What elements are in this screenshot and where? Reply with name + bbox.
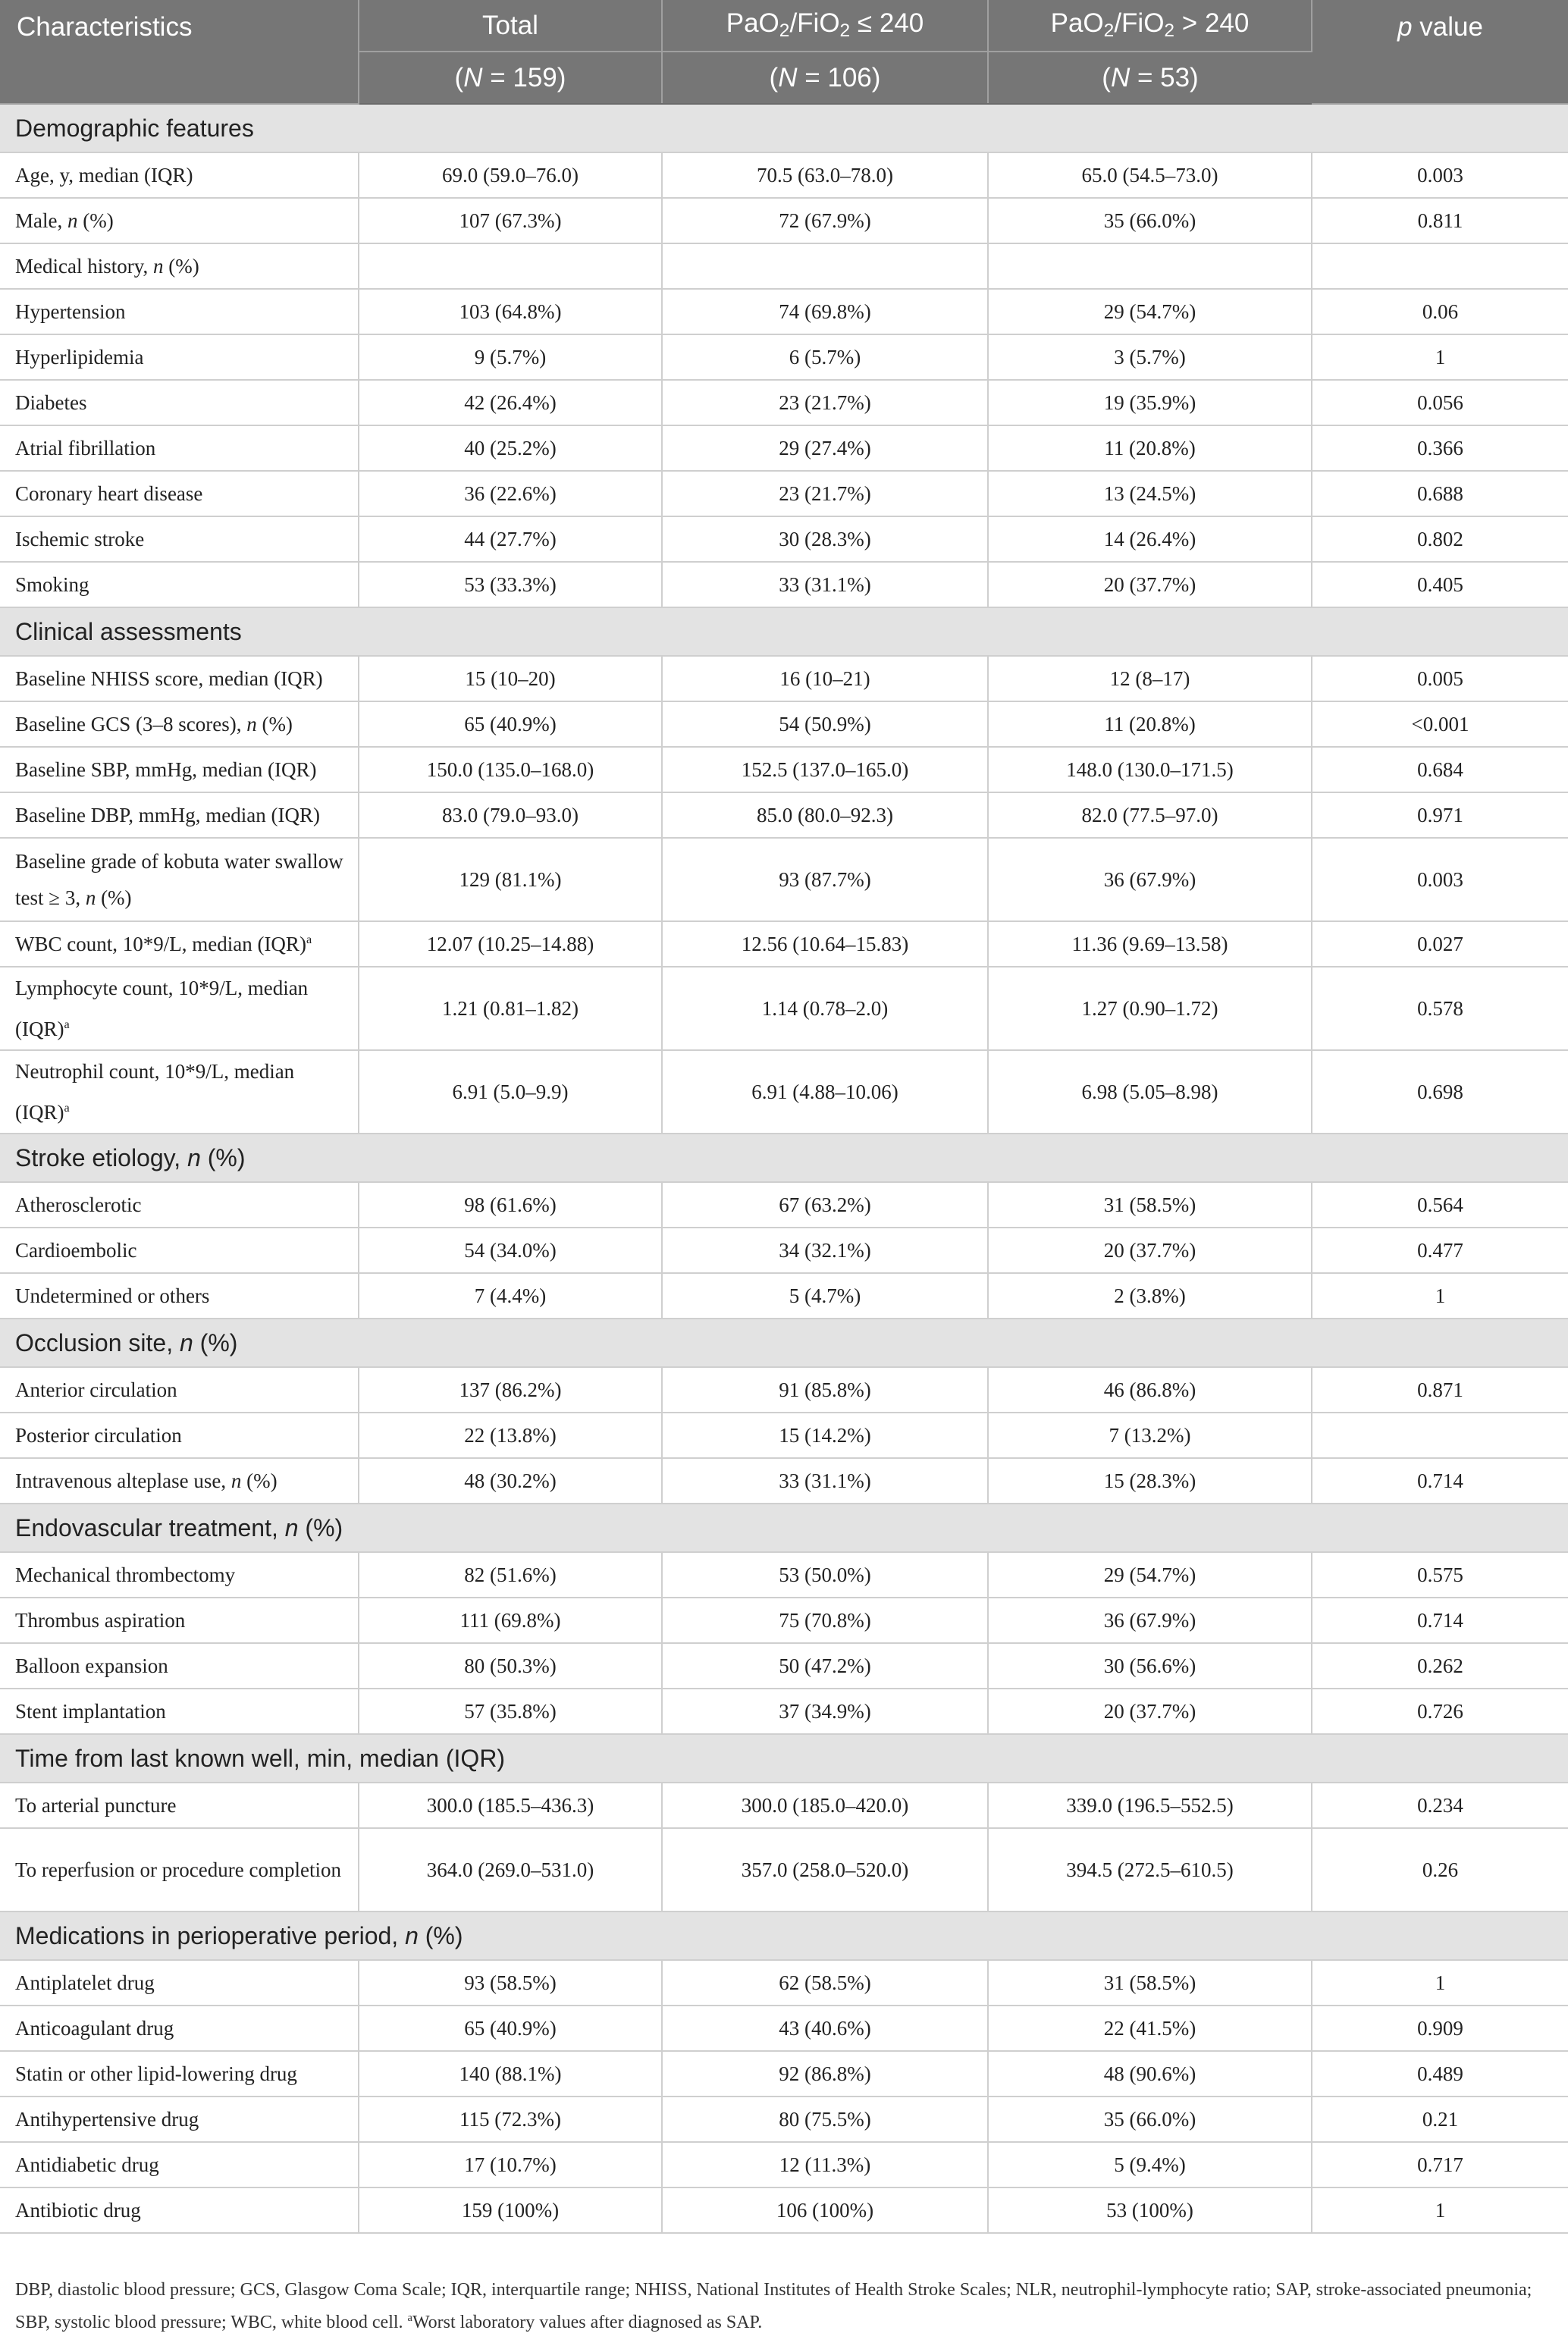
cell-group-high: 14 (26.4%) — [988, 516, 1312, 562]
cell-p-value: 0.802 — [1312, 516, 1568, 562]
cell-total: 83.0 (79.0–93.0) — [359, 792, 662, 838]
cell-total: 364.0 (269.0–531.0) — [359, 1828, 662, 1912]
cell-total: 115 (72.3%) — [359, 2097, 662, 2142]
cell-group-low: 30 (28.3%) — [662, 516, 988, 562]
cell-p-value: 0.21 — [1312, 2097, 1568, 2142]
cell-p-value: 0.405 — [1312, 562, 1568, 607]
section-title: Occlusion site, n (%) — [0, 1319, 1568, 1367]
cell-group-low: 91 (85.8%) — [662, 1367, 988, 1413]
cell-group-high: 31 (58.5%) — [988, 1960, 1312, 2006]
cell-group-low: 54 (50.9%) — [662, 701, 988, 747]
row-label: Thrombus aspiration — [0, 1598, 359, 1643]
row-label: Mechanical thrombectomy — [0, 1552, 359, 1598]
cell-total: 65 (40.9%) — [359, 701, 662, 747]
cell-group-high: 36 (67.9%) — [988, 838, 1312, 921]
table-row — [0, 1367, 1568, 1413]
cell-group-high: 48 (90.6%) — [988, 2051, 1312, 2097]
row-label: WBC count, 10*9/L, median (IQR)$^a$ — [0, 921, 359, 967]
section-header-row — [0, 607, 1568, 656]
section-title: Endovascular treatment, n (%) — [0, 1504, 1568, 1552]
section-header-row — [0, 1319, 1568, 1367]
cell-total: 44 (27.7%) — [359, 516, 662, 562]
cell-p-value — [1312, 243, 1568, 289]
cell-total: 36 (22.6%) — [359, 471, 662, 516]
row-label: Neutrophil count, 10*9/L, median (IQR)$^a$ — [0, 1050, 359, 1134]
row-label: Hypertension — [0, 289, 359, 334]
table-header — [0, 0, 1568, 104]
cell-group-high: 35 (66.0%) — [988, 2097, 1312, 2142]
cell-total: 17 (10.7%) — [359, 2142, 662, 2187]
cell-p-value: 1 — [1312, 334, 1568, 380]
row-label: Age, y, median (IQR) — [0, 152, 359, 198]
cell-total: 111 (69.8%) — [359, 1598, 662, 1643]
table-row — [0, 243, 1568, 289]
row-label: Baseline SBP, mmHg, median (IQR) — [0, 747, 359, 792]
cell-group-low: 12 (11.3%) — [662, 2142, 988, 2187]
cell-group-high: 6.98 (5.05–8.98) — [988, 1050, 1312, 1134]
cell-group-low: 75 (70.8%) — [662, 1598, 988, 1643]
cell-group-low: 23 (21.7%) — [662, 380, 988, 425]
section-title: Clinical assessments — [0, 607, 1568, 656]
row-label: Cardioembolic — [0, 1228, 359, 1273]
cell-total: 93 (58.5%) — [359, 1960, 662, 2006]
cell-p-value: 1 — [1312, 1960, 1568, 2006]
cell-group-low: 15 (14.2%) — [662, 1413, 988, 1458]
cell-group-low: 12.56 (10.64–15.83) — [662, 921, 988, 967]
row-label: Coronary heart disease — [0, 471, 359, 516]
cell-group-high: 20 (37.7%) — [988, 1228, 1312, 1273]
table-row — [0, 1458, 1568, 1504]
row-label: Smoking — [0, 562, 359, 607]
cell-group-high: 339.0 (196.5–552.5) — [988, 1783, 1312, 1828]
cell-group-low: 357.0 (258.0–520.0) — [662, 1828, 988, 1912]
section-header-row — [0, 104, 1568, 152]
header-row-1 — [0, 0, 1568, 52]
row-label: Statin or other lipid-lowering drug — [0, 2051, 359, 2097]
row-label: Baseline grade of kobuta water swallow test ≥ 3, n (%) — [0, 838, 359, 921]
section-title: Stroke etiology, n (%) — [0, 1134, 1568, 1182]
cell-group-low: 6 (5.7%) — [662, 334, 988, 380]
table-row — [0, 838, 1568, 921]
table-row — [0, 516, 1568, 562]
cell-group-low: 70.5 (63.0–78.0) — [662, 152, 988, 198]
cell-p-value: 0.688 — [1312, 471, 1568, 516]
cell-group-high: 394.5 (272.5–610.5) — [988, 1828, 1312, 1912]
cell-p-value: 0.811 — [1312, 198, 1568, 243]
header-group-high: PaO$_2$/FiO$_2$ > 240 — [988, 0, 1312, 52]
cell-group-low: 50 (47.2%) — [662, 1643, 988, 1689]
cell-group-low: 92 (86.8%) — [662, 2051, 988, 2097]
cell-p-value: 0.262 — [1312, 1643, 1568, 1689]
cell-p-value: 0.714 — [1312, 1458, 1568, 1504]
cell-total: 159 (100%) — [359, 2187, 662, 2233]
row-label: To arterial puncture — [0, 1783, 359, 1828]
cell-group-high: 22 (41.5%) — [988, 2006, 1312, 2051]
cell-total: 65 (40.9%) — [359, 2006, 662, 2051]
cell-total: 57 (35.8%) — [359, 1689, 662, 1734]
cell-group-high: 11 (20.8%) — [988, 701, 1312, 747]
cell-p-value: 0.909 — [1312, 2006, 1568, 2051]
row-label: Atrial fibrillation — [0, 425, 359, 471]
table-body — [0, 104, 1568, 2233]
table-footnote: DBP, diastolic blood pressure; GCS, Glasgow Coma Scale; IQR, interquartile range; NHISS, National Institutes of Health Stroke Scales; NLR, neutrophil-lymphocyte ratio; SAP, stroke-associated pneumonia; SBP, systolic blood pressure; WBC, white blood cell. $^a$Worst laboratory values after diagnosed as SAP. — [15, 2280, 1532, 2332]
table-row — [0, 1960, 1568, 2006]
cell-group-low: 16 (10–21) — [662, 656, 988, 701]
row-label: To reperfusion or procedure completion — [0, 1828, 359, 1912]
cell-group-high: 53 (100%) — [988, 2187, 1312, 2233]
row-label: Undetermined or others — [0, 1273, 359, 1319]
cell-p-value: 0.027 — [1312, 921, 1568, 967]
table-row — [0, 1783, 1568, 1828]
header-n-group-high: (N = 53) — [988, 52, 1312, 104]
row-label: Antihypertensive drug — [0, 2097, 359, 2142]
cell-total: 69.0 (59.0–76.0) — [359, 152, 662, 198]
cell-group-low: 23 (21.7%) — [662, 471, 988, 516]
row-label: Ischemic stroke — [0, 516, 359, 562]
cell-p-value: 0.26 — [1312, 1828, 1568, 1912]
table-row — [0, 1643, 1568, 1689]
table-row — [0, 1228, 1568, 1273]
cell-group-low: 34 (32.1%) — [662, 1228, 988, 1273]
cell-p-value: 0.717 — [1312, 2142, 1568, 2187]
cell-group-low: 67 (63.2%) — [662, 1182, 988, 1228]
table-row — [0, 1050, 1568, 1134]
cell-total: 137 (86.2%) — [359, 1367, 662, 1413]
table-row — [0, 1828, 1568, 1912]
table-row — [0, 2142, 1568, 2187]
cell-group-high: 29 (54.7%) — [988, 1552, 1312, 1598]
row-label: Stent implantation — [0, 1689, 359, 1734]
row-label: Hyperlipidemia — [0, 334, 359, 380]
cell-p-value: 0.366 — [1312, 425, 1568, 471]
cell-group-high — [988, 243, 1312, 289]
table-row — [0, 2097, 1568, 2142]
cell-total: 107 (67.3%) — [359, 198, 662, 243]
cell-group-high: 12 (8–17) — [988, 656, 1312, 701]
row-label: Antibiotic drug — [0, 2187, 359, 2233]
section-title: Time from last known well, min, median (IQR) — [0, 1734, 1568, 1783]
cell-group-low: 62 (58.5%) — [662, 1960, 988, 2006]
table-row — [0, 380, 1568, 425]
cell-p-value: 0.489 — [1312, 2051, 1568, 2097]
header-characteristics: Characteristics — [0, 0, 359, 104]
section-header-row — [0, 1504, 1568, 1552]
table-row — [0, 334, 1568, 380]
cell-p-value: 0.698 — [1312, 1050, 1568, 1134]
header-group-low: PaO$_2$/FiO$_2$ ≤ 240 — [662, 0, 988, 52]
cell-group-low: 53 (50.0%) — [662, 1552, 988, 1598]
cell-total: 7 (4.4%) — [359, 1273, 662, 1319]
cell-group-high: 1.27 (0.90–1.72) — [988, 967, 1312, 1050]
cell-total: 80 (50.3%) — [359, 1643, 662, 1689]
cell-group-high: 13 (24.5%) — [988, 471, 1312, 516]
cell-group-high: 30 (56.6%) — [988, 1643, 1312, 1689]
cell-group-low: 6.91 (4.88–10.06) — [662, 1050, 988, 1134]
cell-total: 9 (5.7%) — [359, 334, 662, 380]
cell-total: 82 (51.6%) — [359, 1552, 662, 1598]
cell-group-low: 1.14 (0.78–2.0) — [662, 967, 988, 1050]
cell-group-high: 148.0 (130.0–171.5) — [988, 747, 1312, 792]
cell-total: 40 (25.2%) — [359, 425, 662, 471]
table-row — [0, 198, 1568, 243]
row-label: Antiplatelet drug — [0, 1960, 359, 2006]
cell-group-high: 20 (37.7%) — [988, 562, 1312, 607]
cell-group-high: 20 (37.7%) — [988, 1689, 1312, 1734]
table-row — [0, 2006, 1568, 2051]
cell-total: 1.21 (0.81–1.82) — [359, 967, 662, 1050]
row-label: Posterior circulation — [0, 1413, 359, 1458]
header-p-value: p value — [1312, 0, 1568, 104]
cell-group-high: 7 (13.2%) — [988, 1413, 1312, 1458]
cell-total: 12.07 (10.25–14.88) — [359, 921, 662, 967]
row-label: Anticoagulant drug — [0, 2006, 359, 2051]
table-row — [0, 1552, 1568, 1598]
cell-group-high: 11 (20.8%) — [988, 425, 1312, 471]
table-row — [0, 792, 1568, 838]
cell-group-high: 19 (35.9%) — [988, 380, 1312, 425]
row-label: Lymphocyte count, 10*9/L, median (IQR)$^a$ — [0, 967, 359, 1050]
header-n-total: (N = 159) — [359, 52, 662, 104]
row-label: Baseline GCS (3–8 scores), n (%) — [0, 701, 359, 747]
cell-group-high: 46 (86.8%) — [988, 1367, 1312, 1413]
table-row — [0, 1182, 1568, 1228]
cell-p-value: 1 — [1312, 2187, 1568, 2233]
cell-group-high: 11.36 (9.69–13.58) — [988, 921, 1312, 967]
header-n-group-low: (N = 106) — [662, 52, 988, 104]
section-title: Medications in perioperative period, n (%) — [0, 1912, 1568, 1960]
table-row — [0, 2051, 1568, 2097]
cell-total: 103 (64.8%) — [359, 289, 662, 334]
cell-total: 140 (88.1%) — [359, 2051, 662, 2097]
cell-group-low — [662, 243, 988, 289]
row-label: Balloon expansion — [0, 1643, 359, 1689]
cell-total: 129 (81.1%) — [359, 838, 662, 921]
cell-group-low: 37 (34.9%) — [662, 1689, 988, 1734]
section-header-row — [0, 1912, 1568, 1960]
cell-total — [359, 243, 662, 289]
cell-p-value: 0.871 — [1312, 1367, 1568, 1413]
section-header-row — [0, 1734, 1568, 1783]
cell-p-value: 1 — [1312, 1273, 1568, 1319]
cell-total: 300.0 (185.5–436.3) — [359, 1783, 662, 1828]
row-label: Medical history, n (%) — [0, 243, 359, 289]
cell-group-high: 36 (67.9%) — [988, 1598, 1312, 1643]
cell-total: 150.0 (135.0–168.0) — [359, 747, 662, 792]
cell-group-low: 93 (87.7%) — [662, 838, 988, 921]
cell-total: 48 (30.2%) — [359, 1458, 662, 1504]
cell-p-value: 0.003 — [1312, 838, 1568, 921]
cell-total: 54 (34.0%) — [359, 1228, 662, 1273]
cell-group-low: 33 (31.1%) — [662, 562, 988, 607]
cell-total: 42 (26.4%) — [359, 380, 662, 425]
cell-group-low: 80 (75.5%) — [662, 2097, 988, 2142]
cell-group-low: 33 (31.1%) — [662, 1458, 988, 1504]
table-row — [0, 152, 1568, 198]
row-label: Intravenous alteplase use, n (%) — [0, 1458, 359, 1504]
row-label: Anterior circulation — [0, 1367, 359, 1413]
row-label: Diabetes — [0, 380, 359, 425]
cell-group-high: 82.0 (77.5–97.0) — [988, 792, 1312, 838]
cell-group-high: 35 (66.0%) — [988, 198, 1312, 243]
cell-group-high: 65.0 (54.5–73.0) — [988, 152, 1312, 198]
table-row — [0, 2187, 1568, 2233]
table-row — [0, 967, 1568, 1050]
cell-total: 6.91 (5.0–9.9) — [359, 1050, 662, 1134]
header-total: Total — [359, 0, 662, 52]
table-row — [0, 701, 1568, 747]
cell-group-high: 29 (54.7%) — [988, 289, 1312, 334]
cell-p-value: 0.056 — [1312, 380, 1568, 425]
row-label: Antidiabetic drug — [0, 2142, 359, 2187]
row-label: Baseline NHISS score, median (IQR) — [0, 656, 359, 701]
cell-p-value: 0.726 — [1312, 1689, 1568, 1734]
cell-total: 53 (33.3%) — [359, 562, 662, 607]
cell-p-value: 0.575 — [1312, 1552, 1568, 1598]
section-header-row — [0, 1134, 1568, 1182]
cell-group-low: 43 (40.6%) — [662, 2006, 988, 2051]
table-row — [0, 425, 1568, 471]
table-row — [0, 562, 1568, 607]
cell-group-high: 15 (28.3%) — [988, 1458, 1312, 1504]
cell-group-low: 85.0 (80.0–92.3) — [662, 792, 988, 838]
cell-p-value: 0.578 — [1312, 967, 1568, 1050]
table-row — [0, 921, 1568, 967]
cell-p-value: 0.003 — [1312, 152, 1568, 198]
table-row — [0, 747, 1568, 792]
section-title: Demographic features — [0, 104, 1568, 152]
cell-group-low: 5 (4.7%) — [662, 1273, 988, 1319]
cell-group-low: 300.0 (185.0–420.0) — [662, 1783, 988, 1828]
cell-p-value: 0.005 — [1312, 656, 1568, 701]
row-label: Baseline DBP, mmHg, median (IQR) — [0, 792, 359, 838]
cell-p-value — [1312, 1413, 1568, 1458]
table-row — [0, 289, 1568, 334]
cell-group-low: 152.5 (137.0–165.0) — [662, 747, 988, 792]
table-row — [0, 1598, 1568, 1643]
cell-group-high: 31 (58.5%) — [988, 1182, 1312, 1228]
cell-p-value: <0.001 — [1312, 701, 1568, 747]
cell-p-value: 0.971 — [1312, 792, 1568, 838]
cell-group-high: 2 (3.8%) — [988, 1273, 1312, 1319]
cell-p-value: 0.234 — [1312, 1783, 1568, 1828]
cell-group-high: 3 (5.7%) — [988, 334, 1312, 380]
cell-total: 15 (10–20) — [359, 656, 662, 701]
row-label: Atherosclerotic — [0, 1182, 359, 1228]
cell-p-value: 0.714 — [1312, 1598, 1568, 1643]
cell-group-low: 74 (69.8%) — [662, 289, 988, 334]
cell-group-low: 106 (100%) — [662, 2187, 988, 2233]
cell-group-low: 29 (27.4%) — [662, 425, 988, 471]
cell-group-high: 5 (9.4%) — [988, 2142, 1312, 2187]
cell-p-value: 0.477 — [1312, 1228, 1568, 1273]
table-row — [0, 471, 1568, 516]
table-row — [0, 1689, 1568, 1734]
cell-p-value: 0.564 — [1312, 1182, 1568, 1228]
row-label: Male, n (%) — [0, 198, 359, 243]
table-row — [0, 1413, 1568, 1458]
cell-total: 22 (13.8%) — [359, 1413, 662, 1458]
table-row — [0, 1273, 1568, 1319]
cell-p-value: 0.06 — [1312, 289, 1568, 334]
cell-total: 98 (61.6%) — [359, 1182, 662, 1228]
table-row — [0, 656, 1568, 701]
cell-group-low: 72 (67.9%) — [662, 198, 988, 243]
cell-p-value: 0.684 — [1312, 747, 1568, 792]
